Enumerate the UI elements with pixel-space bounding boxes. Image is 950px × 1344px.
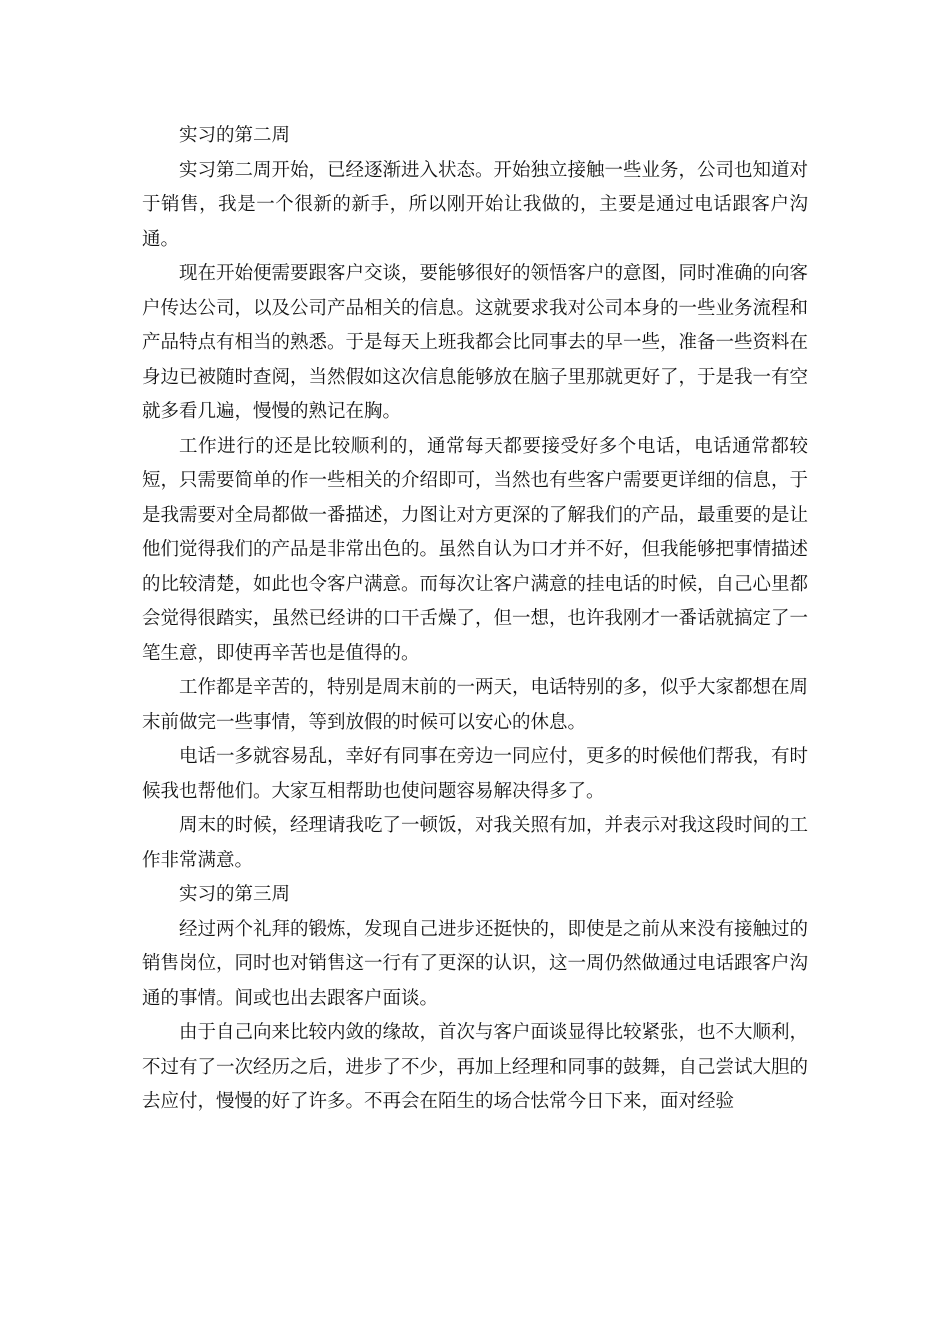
section-heading-week-2: 实习的第二周 [179, 125, 291, 146]
paragraph: 现在开始便需要跟客户交谈，要能够很好的领悟客户的意图，同时准确的向客户传达公司，以及公司产品相关的信息。这就要求我对公司本身的一些业务流程和产品特点有相当的熟悉。于是每天上班我都会比同事去的早一些，准备一些资料在身边已被随时查阅，当然假如这次信息能够放在脑子里那就更好了，于是我一有空就多看几遍，慢慢的熟记在胸。 [142, 263, 809, 422]
section-heading-week-3: 实习的第三周 [179, 884, 291, 905]
paragraph: 经过两个礼拜的锻炼，发现自己进步还挺快的，即使是之前从来没有接触过的销售岗位，同时也对销售这一行有了更深的认识，这一周仍然做通过电话跟客户沟通的事情。间或也出去跟客户面谈。 [142, 918, 809, 1009]
paragraph: 周末的时候，经理请我吃了一顿饭，对我关照有加，并表示对我这段时间的工作非常满意。 [142, 815, 809, 871]
paragraph: 工作进行的还是比较顺利的，通常每天都要接受好多个电话，电话通常都较短，只需要简单的作一些相关的介绍即可，当然也有些客户需要更详细的信息，于是我需要对全局都做一番描述，力图让对方更深的了解我们的产品，最重要的是让他们觉得我们的产品是非常出色的。虽然自认为口才并不好，但我能够把事情描述的比较清楚，如此也令客户满意。而每次让客户满意的挂电话的时候，自己心里都会觉得很踏实，虽然已经讲的口干舌燥了，但一想，也许我刚才一番话就搞定了一笔生意，即使再辛苦也是值得的。 [142, 435, 809, 664]
paragraph: 电话一多就容易乱，幸好有同事在旁边一同应付，更多的时候他们帮我，有时候我也帮他们。大家互相帮助也使问题容易解决得多了。 [142, 746, 809, 802]
document-body [142, 119, 808, 1120]
paragraph: 工作都是辛苦的，特别是周末前的一两天，电话特别的多，似乎大家都想在周末前做完一些事情，等到放假的时候可以安心的休息。 [142, 677, 809, 733]
paragraph: 由于自己向来比较内敛的缘故，首次与客户面谈显得比较紧张，也不大顺利，不过有了一次经历之后，进步了不少，再加上经理和同事的鼓舞，自己尝试大胆的去应付，慢慢的好了许多。不再会在陌生的场合怯常今日下来，面对经验 [142, 1022, 809, 1112]
paragraph: 实习第二周开始，已经逐渐进入状态。开始独立接触一些业务，公司也知道对于销售，我是一个很新的新手，所以刚开始让我做的，主要是通过电话跟客户沟通。 [142, 159, 809, 250]
